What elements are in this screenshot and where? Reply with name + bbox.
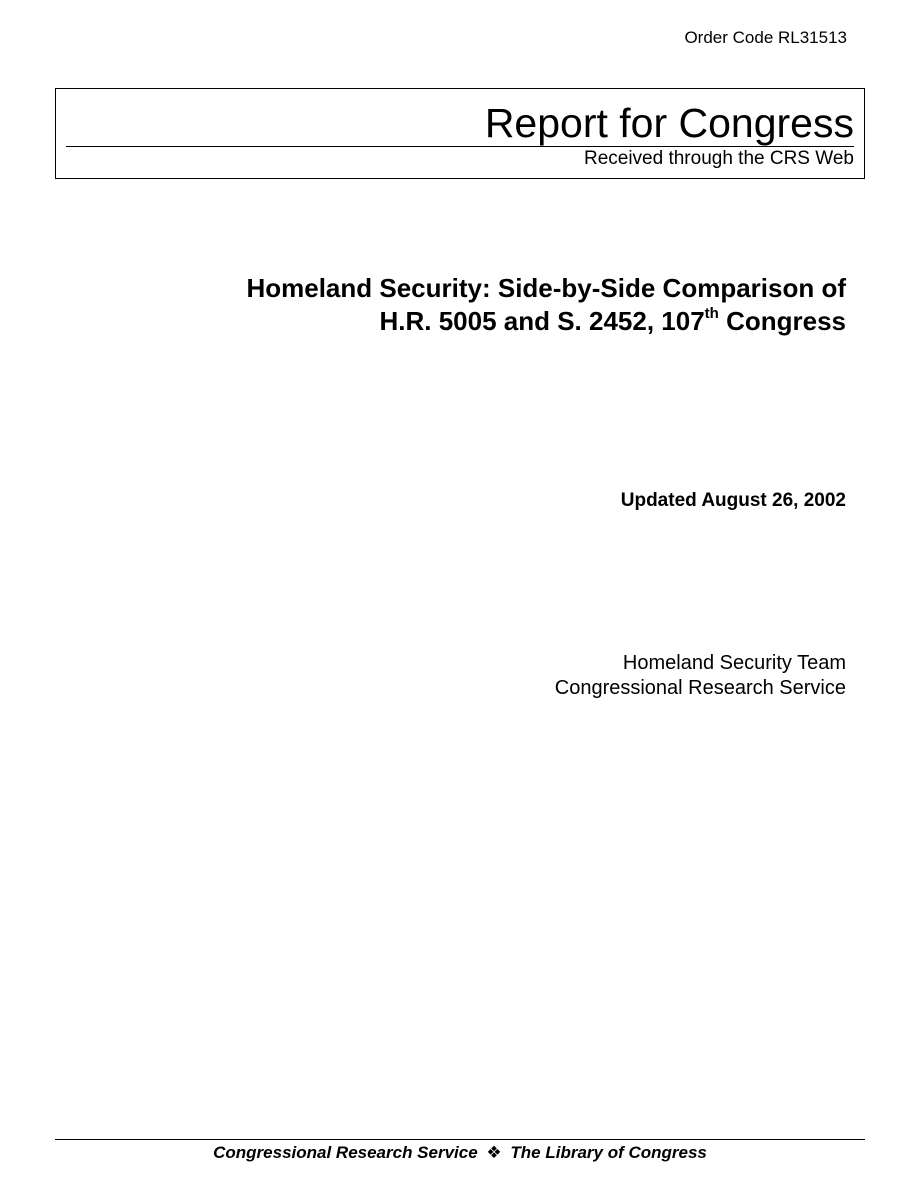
title-line-2-end: Congress [718,306,846,336]
footer-divider [55,1139,865,1140]
header-subtitle: Received through the CRS Web [583,148,854,169]
author-organization: Congressional Research Service [554,677,846,699]
footer [0,1143,920,1163]
header-divider [66,146,854,147]
order-code: Order Code RL31513 [684,28,847,47]
footer-left-text: Congressional Research Service [213,1143,478,1162]
title-line-2-main: H.R. 5005 and S. 2452, 107 [379,306,705,336]
title-ordinal-suffix: th [704,305,719,323]
header-title: Report for Congress [484,100,854,146]
diamond-separator-icon: ❖ [486,1143,502,1162]
footer-right-text: The Library of Congress [510,1143,707,1162]
author-team: Homeland Security Team [622,652,846,674]
report-title [86,272,846,338]
report-header-box [55,88,865,179]
report-title-line-2 [86,305,846,338]
author-block [555,651,846,701]
report-title-line-1: Homeland Security: Side-by-Side Comparison of [246,273,846,303]
updated-date: Updated August 26, 2002 [620,490,846,511]
